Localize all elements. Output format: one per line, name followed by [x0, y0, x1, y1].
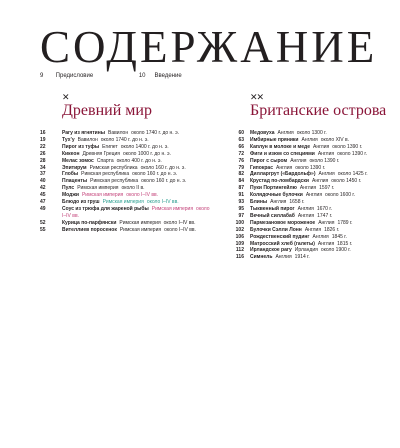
entry-meta [309, 178, 361, 184]
entry-date: 1789 г. [337, 219, 353, 226]
entry-page: 97 [238, 212, 244, 219]
toc-entry[interactable] [40, 137, 218, 144]
toc-entry[interactable] [218, 254, 388, 261]
entry-date: 1597 г. [319, 185, 335, 192]
entry-dish-name: Кикеон [62, 150, 80, 157]
entry-page: 10 [138, 73, 146, 79]
entry-date: около 1400 г. до н. э. [120, 143, 169, 150]
entry-page: 112 [235, 247, 244, 254]
entry-place: Англия [318, 171, 335, 178]
entry-page: 60 [238, 130, 244, 136]
entry-date: около 160 г. до н. э. [140, 164, 186, 171]
entry-page: 42 [40, 185, 46, 192]
section-ornament-icon: ✕ [62, 92, 69, 102]
entry-place: Римская империя [151, 205, 194, 212]
toc-entry[interactable] [218, 130, 388, 137]
entry-meta [99, 144, 169, 150]
entry-meta [100, 199, 179, 205]
entry-text [250, 158, 388, 165]
entry-date: 1670 г. [316, 205, 332, 212]
entry-label: Предисловие [55, 73, 94, 79]
entry-page: 40 [40, 178, 46, 185]
entry-date: около XIV в. [320, 136, 350, 143]
entry-date: около 1740 г. до н. э. [131, 130, 180, 136]
toc-entry[interactable] [218, 144, 388, 151]
entry-page: 91 [238, 192, 244, 199]
entry-text [62, 158, 218, 165]
entry-dish-name: Вечный силлабаб [250, 212, 295, 219]
entry-list [218, 130, 388, 261]
entry-page: 34 [40, 164, 46, 171]
toc-entry[interactable] [218, 241, 388, 248]
entry-page: 45 [40, 192, 46, 199]
entry-dish-name: Тыквенный пирог [250, 205, 295, 212]
entry-text [62, 220, 218, 227]
entry-meta [295, 213, 332, 219]
entry-text [250, 241, 388, 248]
entry-text [62, 144, 218, 151]
entry-dish-name: Пуки Портингейлю [250, 185, 297, 192]
entry-place: Древняя Греция [82, 150, 121, 157]
entry-dish-name: Тух’у [62, 136, 75, 143]
toc-entry[interactable] [218, 234, 388, 241]
entry-text [250, 206, 388, 213]
entry-page: 95 [238, 205, 244, 212]
entry-dish-name: Дилларгрут («Бардольф») [250, 171, 316, 178]
entry-meta [299, 137, 350, 143]
entry-place: Англия [304, 226, 322, 233]
entry-meta [78, 171, 177, 177]
toc-entry[interactable] [40, 151, 218, 158]
toc-entry[interactable] [40, 158, 218, 165]
entry-page: 100 [235, 219, 244, 226]
entry-date: 1747 г. [317, 212, 333, 219]
entry-date: около 1600 г. [325, 192, 356, 199]
entry-page: 93 [238, 199, 244, 206]
entry-list [40, 130, 218, 234]
entry-place: Римская империя [119, 219, 161, 226]
entry-dish-name: Мелас зомос [62, 157, 94, 164]
entry-date: около 160 г. до н. э. [132, 171, 178, 178]
entry-place: Англия [312, 178, 329, 185]
entry-date: 1845 г. [331, 233, 347, 240]
entry-text [250, 199, 388, 206]
entry-place: Англия [317, 240, 335, 247]
entry-meta [116, 220, 195, 226]
entry-dish-name: Рождественский пудинг [250, 233, 310, 240]
entry-text [62, 185, 218, 192]
entry-meta [74, 185, 144, 191]
entry-date: около 1740 г. до н. э. [100, 136, 149, 143]
entry-place: Египет [102, 143, 118, 150]
entry-text [250, 254, 388, 261]
entry-meta [105, 130, 179, 136]
page-title: СОДЕРЖАНИЕ [40, 22, 378, 72]
entry-place: Римская республика [90, 178, 139, 185]
entry-place: Спарта [96, 157, 114, 164]
entry-page: 22 [40, 143, 46, 150]
toc-entry[interactable] [218, 220, 388, 227]
entry-meta [273, 165, 325, 171]
entry-date: около 1390 г. [309, 157, 340, 164]
entry-dish-name: Симнель [250, 254, 273, 261]
entry-date: 1914 г. [294, 254, 310, 261]
entry-meta [297, 185, 334, 191]
entry-text [62, 178, 218, 185]
entry-meta [79, 151, 170, 157]
entry-place: Англия [299, 185, 317, 192]
entry-dish-name: Курица по-парфянски [62, 219, 117, 226]
entry-text [62, 151, 218, 158]
entry-meta [267, 199, 304, 205]
entry-dish-name: Каплун в молоке и меде [250, 143, 310, 150]
toc-entry[interactable] [40, 178, 218, 185]
entry-date: 1815 г. [337, 240, 353, 247]
entry-text [62, 192, 218, 199]
entry-page: 87 [238, 185, 244, 192]
entry-page: 9 [40, 73, 44, 79]
entry-meta [310, 144, 362, 150]
entry-place: Англия [312, 233, 329, 240]
toc-entry[interactable] [40, 144, 218, 151]
entry-text [250, 130, 388, 137]
entry-text [62, 137, 218, 144]
entry-text [250, 213, 388, 220]
entry-page: 55 [40, 226, 46, 233]
entry-dish-name: Гипокрас [250, 164, 273, 171]
entry-page: 37 [40, 171, 46, 178]
toc-entry[interactable] [40, 206, 218, 220]
entry-page: 49 [40, 205, 46, 212]
entry-dish-name: Эпитирум [62, 164, 87, 171]
entry-text [62, 199, 218, 206]
front-matter-row [40, 73, 380, 83]
entry-place: Ирландия [294, 247, 318, 254]
entry-dish-name: Колядочные булочки [250, 192, 303, 199]
entry-meta [315, 220, 352, 226]
entry-place: Римская империя [81, 192, 124, 199]
entry-meta [275, 130, 327, 136]
entry-meta [87, 178, 186, 184]
entry-place: Римская республика [81, 171, 130, 178]
entry-dish-name: Пирог с сыром [250, 157, 288, 164]
entry-label: Введение [154, 73, 182, 79]
toc-entry[interactable] [218, 151, 388, 158]
entry-page: 79 [238, 164, 244, 171]
entry-dish-name: Блины [250, 199, 268, 206]
entry-meta [292, 247, 351, 253]
entry-date: 1658 г. [289, 199, 305, 206]
entry-date: около 1390 г. [295, 164, 326, 171]
entry-meta [79, 192, 158, 198]
toc-entry[interactable] [218, 206, 388, 213]
toc-entry[interactable] [218, 213, 388, 220]
entry-meta [310, 234, 347, 240]
entry-dish-name: Соус из трюфа для жареной рыбы [62, 205, 149, 212]
entry-text [250, 144, 388, 151]
entry-meta [316, 171, 368, 177]
entry-place: Англия [305, 192, 323, 199]
entry-page: 82 [238, 171, 244, 178]
entry-place: Англия [275, 164, 293, 171]
toc-entry[interactable] [218, 247, 388, 254]
entry-meta [87, 165, 186, 171]
entry-page: 26 [40, 150, 46, 157]
entry-date: около 1450 г. [331, 178, 362, 185]
entry-dish-name: Фиги и изюм со специями [250, 150, 315, 157]
entry-dish-name: Крустад по-ломбардски [250, 178, 310, 185]
entry-date: около I–IV вв. [62, 205, 210, 219]
entry-page: 47 [40, 199, 46, 206]
entry-dish-name: Пулс [62, 185, 75, 192]
entry-dish-name: Блюдо из груш [62, 199, 100, 206]
entry-page: 109 [235, 240, 244, 247]
entry-text [62, 227, 218, 234]
entry-place: Англия [297, 212, 315, 219]
entry-dish-name: Пирог из туфы [62, 143, 100, 150]
entry-dish-name: Глобы [62, 171, 79, 178]
entry-dish-name: Матросский хлеб (галеты) [250, 240, 315, 247]
entry-place: Римская империя [102, 199, 144, 206]
toc-entry[interactable] [218, 158, 388, 165]
entry-dish-name: Медовуха [250, 130, 275, 136]
toc-entry[interactable] [40, 227, 218, 234]
entry-place: Англия [290, 157, 307, 164]
toc-entry[interactable] [218, 227, 388, 234]
entry-place: Англия [312, 143, 330, 150]
entry-date: около I–IV вв. [146, 199, 179, 206]
toc-entry[interactable] [40, 171, 218, 178]
entry-text [250, 220, 388, 227]
entry-text [250, 234, 388, 241]
entry-date: около 1000 г. до н. э. [123, 150, 171, 157]
entry-page: 63 [238, 136, 244, 143]
entry-dish-name: Плаценты [62, 178, 88, 185]
entry-place: Англия [317, 150, 335, 157]
entry-text [250, 247, 388, 254]
entry-page: 52 [40, 219, 46, 226]
entry-place: Англия [301, 136, 318, 143]
entry-meta [302, 227, 339, 233]
entry-text [62, 171, 218, 178]
entry-text [250, 227, 388, 234]
entry-page: 76 [238, 157, 244, 164]
entry-place: Англия [277, 130, 294, 136]
entry-meta [272, 254, 309, 260]
entry-place: Англия [297, 205, 314, 212]
entry-date: около 1300 г. [296, 130, 327, 136]
entry-place: Римская республика [89, 164, 138, 171]
section-british-isles [218, 92, 388, 261]
entry-dish-name: Имбирные пряники [250, 136, 299, 143]
section-heading: Древний мир [62, 102, 152, 119]
entry-text [250, 137, 388, 144]
entry-dish-name: Рагу из ягнятины [62, 130, 106, 136]
entry-date: около 400 г. до н. э. [116, 157, 162, 164]
toc-entry[interactable] [40, 199, 218, 206]
toc-entry[interactable] [40, 130, 218, 137]
entry-meta [315, 241, 352, 247]
entry-date: около I–IV вв. [163, 219, 196, 226]
toc-entry-introduction[interactable] [139, 73, 182, 79]
toc-entry[interactable] [40, 185, 218, 192]
toc-entry[interactable] [218, 199, 388, 206]
toc-entry[interactable] [40, 192, 218, 199]
entry-place: Вавилон [77, 136, 98, 143]
entry-page: 84 [238, 178, 244, 185]
entry-page: 66 [238, 143, 244, 150]
entry-date: около I–IV вв. [126, 192, 159, 199]
entry-text [62, 206, 218, 220]
entry-date: около 1900 г. [320, 247, 351, 254]
entry-page: 16 [40, 130, 46, 136]
entry-place: Англия [318, 219, 335, 226]
section-ornament-icon: ✕✕ [250, 92, 264, 102]
entry-text [250, 151, 388, 158]
entry-place: Англия [270, 199, 287, 206]
entry-date: около I–IV вв. [164, 226, 196, 233]
entry-dish-name: Пармезановое мороженое [250, 219, 316, 226]
entry-text [250, 192, 388, 199]
entry-meta [287, 158, 339, 164]
entry-page: 102 [235, 226, 244, 233]
entry-text [62, 130, 218, 137]
toc-entry[interactable] [40, 220, 218, 227]
toc-entry[interactable] [218, 192, 388, 199]
entry-dish-name: Ирландское рагу [250, 247, 292, 254]
entry-dish-name: Моджи [62, 192, 79, 199]
entry-date: около 1425 г. [337, 171, 368, 178]
entry-date: около 160 г. до н. э. [141, 178, 187, 185]
entry-place: Англия [275, 254, 292, 261]
section-ancient-world [40, 92, 218, 234]
toc-entry[interactable] [218, 137, 388, 144]
toc-entry-preface[interactable] [40, 73, 93, 79]
entry-dish-name: Вителлиев поросенок [62, 226, 117, 233]
entry-page: 116 [235, 254, 244, 261]
entry-date: около II в. [121, 185, 145, 192]
entry-place: Римская империя [77, 185, 119, 192]
entry-meta [75, 137, 149, 143]
entry-place: Вавилон [108, 130, 129, 136]
entry-meta [315, 151, 367, 157]
entry-date: 1826 г. [324, 226, 340, 233]
entry-dish-name: Булочки Сэлли Лонн [250, 226, 302, 233]
entry-date: около 1390 г. [337, 150, 368, 157]
entry-date: около 1390 г. [332, 143, 363, 150]
entry-page: 72 [238, 150, 244, 157]
entry-meta [303, 192, 355, 198]
entry-place: Римская империя [119, 226, 162, 233]
entry-page: 106 [235, 233, 244, 240]
entry-meta [94, 158, 162, 164]
entry-meta [117, 227, 196, 233]
section-heading: Британские острова [250, 102, 387, 119]
entry-page: 19 [40, 136, 46, 143]
entry-page: 28 [40, 157, 46, 164]
entry-meta [295, 206, 332, 212]
